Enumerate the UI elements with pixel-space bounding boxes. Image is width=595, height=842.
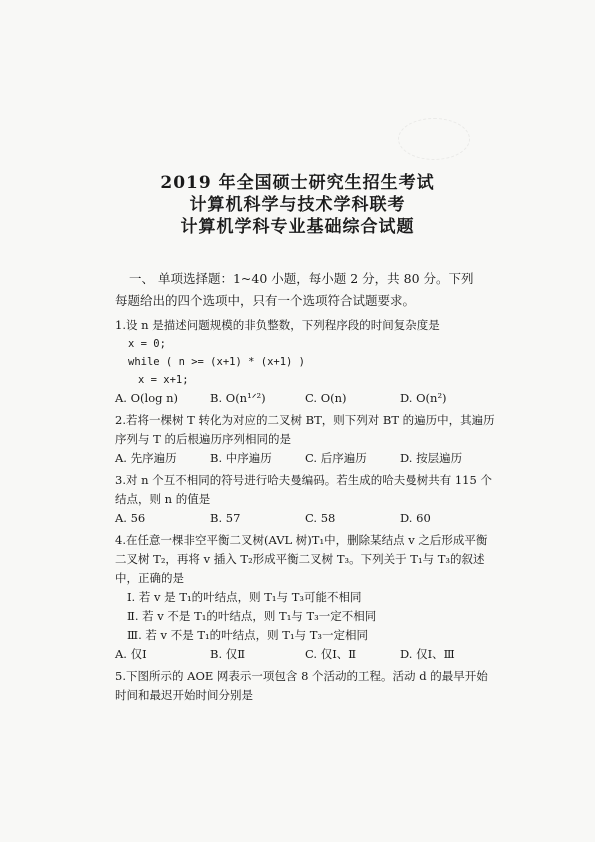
option-b: B. 仅Ⅱ (210, 647, 246, 661)
options-row (115, 509, 497, 528)
option-c: C. 仅Ⅰ、Ⅱ (305, 647, 357, 661)
option-a: A. 仅Ⅰ (115, 647, 147, 661)
code-line-1: x = 0; (128, 338, 166, 350)
title-line-2: 计算机科学与技术学科联考 (189, 195, 406, 215)
option-b: B. O(n¹ᐟ²) (210, 391, 266, 405)
code-block (115, 335, 497, 389)
bleed-through-mark (398, 118, 470, 160)
section-heading (115, 268, 497, 312)
title-line-3: 计算机学科专业基础综合试题 (180, 217, 415, 237)
options-row (115, 389, 497, 408)
question-1-stem (115, 316, 497, 335)
statement-1: Ⅰ. 若 v 是 T₁的叶结点，则 T₁与 T₃可能不相同 (127, 590, 362, 604)
option-c: C. 58 (305, 511, 336, 525)
question-number: 4. (115, 533, 126, 547)
option-a: A. 56 (115, 511, 146, 525)
option-b: B. 57 (210, 511, 241, 525)
options-row (115, 449, 497, 468)
code-line-3: x = x+1; (138, 374, 189, 386)
question-2 (115, 411, 497, 468)
question-number: 1. (115, 318, 126, 332)
question-4-stem (115, 531, 497, 588)
question-2-stem (115, 411, 497, 449)
question-stem: 对 n 个互不相同的符号进行哈夫曼编码。若生成的哈夫曼树共有 115 个结点，则 n 的值是 (115, 473, 492, 506)
question-1 (115, 316, 497, 408)
options-row (115, 645, 497, 664)
option-b: B. 中序遍历 (210, 451, 272, 465)
option-c: C. 后序遍历 (305, 451, 367, 465)
statement-3: Ⅲ. 若 v 不是 T₁的叶结点，则 T₁与 T₃一定相同 (127, 628, 369, 642)
exam-title (0, 172, 595, 238)
option-d: D. 60 (400, 511, 431, 525)
option-a: A. O(log n) (115, 391, 179, 405)
question-number: 2. (115, 413, 126, 427)
question-number: 3. (115, 473, 126, 487)
option-a: A. 先序遍历 (115, 451, 177, 465)
option-d: D. 按层遍历 (400, 451, 463, 465)
question-stem: 下图所示的 AOE 网表示一项包含 8 个活动的工程。活动 d 的最早开始时间和最迟开始时间分别是 (115, 669, 488, 702)
section-heading-line-2: 每题给出的四个选项中，只有一个选项符合试题要求。 (115, 293, 416, 308)
question-4 (115, 531, 497, 664)
code-line-2: while ( n >= (x+1) * (x+1) ) (128, 356, 306, 368)
question-5 (115, 667, 497, 705)
title-line-1: 2019 年全国硕士研究生招生考试 (160, 173, 435, 193)
statement-2: Ⅱ. 若 v 不是 T₁的叶结点，则 T₁与 T₃一定不相同 (127, 609, 377, 623)
question-5-stem (115, 667, 497, 705)
exam-content (115, 268, 497, 705)
question-stem: 在任意一棵非空平衡二叉树(AVL 树)T₁中，删除某结点 v 之后形成平衡二叉树 T₂，再将 v 插入 T₂形成平衡二叉树 T₃。下列关于 T₁与 T₃的叙述中，正确的是 (115, 533, 488, 585)
option-d: D. O(n²) (400, 391, 447, 405)
question-stem: 若将一棵树 T 转化为对应的二叉树 BT，则下列对 BT 的遍历中，其遍历序列与 T 的后根遍历序列相同的是 (115, 413, 495, 446)
question-stem: 设 n 是描述问题规模的非负整数，下列程序段的时间复杂度是 (125, 318, 440, 332)
section-heading-line-1: 一、 单项选择题：1~40 小题，每小题 2 分，共 80 分。下列 (129, 271, 474, 286)
question-3-stem (115, 471, 497, 509)
question-number: 5. (115, 669, 126, 683)
option-d: D. 仅Ⅰ、Ⅲ (400, 647, 455, 661)
question-3 (115, 471, 497, 528)
option-c: C. O(n) (305, 391, 347, 405)
